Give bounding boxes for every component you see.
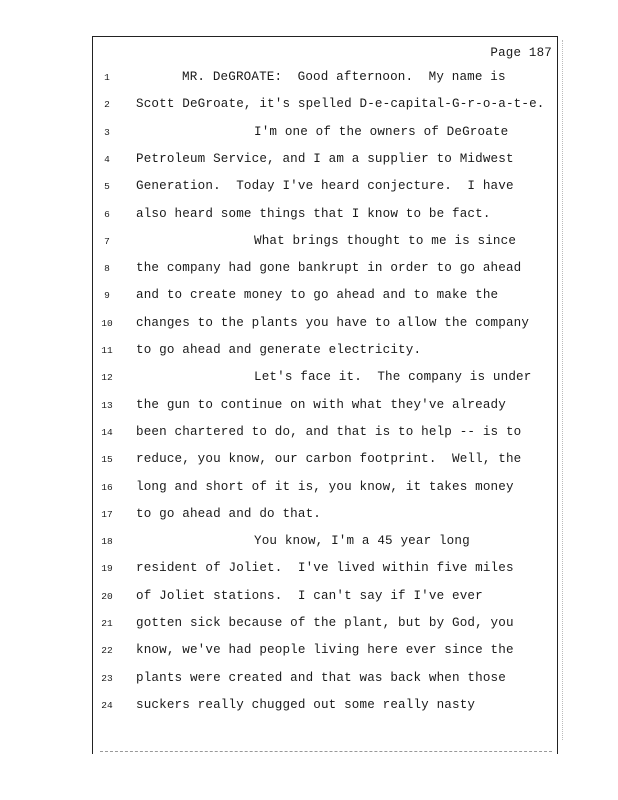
- line-number: 24: [101, 699, 113, 711]
- transcript-line: [0, 589, 618, 609]
- line-number: 16: [101, 481, 113, 493]
- line-text: Scott DeGroate, it's spelled D-e-capital-G-r-o-a-t-e.: [136, 97, 545, 112]
- line-number: 17: [101, 508, 113, 520]
- line-number: 10: [101, 317, 113, 329]
- line-number: 6: [104, 208, 110, 220]
- transcript-line: [0, 507, 618, 527]
- line-text: of Joliet stations. I can't say if I've ever: [136, 588, 483, 603]
- transcript-line: [0, 616, 618, 636]
- footer-rule: [100, 751, 552, 752]
- line-text: MR. DeGROATE: Good afternoon. My name is: [182, 70, 506, 84]
- line-text: know, we've had people living here ever since the: [136, 643, 514, 658]
- line-text: also heard some things that I know to be fact.: [136, 206, 491, 221]
- line-text: reduce, you know, our carbon footprint. Well, the: [136, 452, 522, 467]
- transcript-line: [0, 561, 618, 581]
- line-text: Petroleum Service, and I am a supplier to Midwest: [136, 151, 514, 166]
- line-text: to go ahead and do that.: [136, 506, 321, 521]
- line-number: 5: [104, 181, 110, 193]
- line-text: resident of Joliet. I've lived within five miles: [136, 561, 514, 576]
- line-text: You know, I'm a 45 year long: [254, 534, 470, 549]
- line-number: 13: [101, 399, 113, 411]
- line-number: 2: [104, 99, 110, 111]
- line-number: 18: [101, 536, 113, 548]
- transcript-line: [0, 261, 618, 281]
- line-number: 14: [101, 426, 113, 438]
- line-number: 11: [101, 345, 113, 356]
- line-number: 19: [101, 563, 113, 575]
- line-text: the company had gone bankrupt in order to go ahead: [136, 261, 522, 276]
- transcript-line: [0, 343, 618, 363]
- transcript-line: [0, 698, 618, 718]
- line-text: plants were created and that was back when those: [136, 670, 506, 685]
- transcript-line: [0, 70, 618, 90]
- transcript-line: [0, 425, 618, 445]
- transcript-line: [0, 370, 618, 390]
- transcript-line: [0, 452, 618, 472]
- transcript-line: [0, 480, 618, 500]
- line-text: Generation. Today I've heard conjecture. I have: [136, 179, 514, 194]
- transcript-line: [0, 398, 618, 418]
- transcript-line: [0, 97, 618, 117]
- line-text: Let's face it. The company is under: [254, 370, 532, 385]
- transcript-line: [0, 152, 618, 172]
- line-number: 1: [104, 72, 110, 83]
- line-text: the gun to continue on with what they've already: [136, 397, 506, 412]
- transcript-line: [0, 316, 618, 336]
- line-text: suckers really chugged out some really nasty: [136, 697, 476, 712]
- page-number: Page 187: [490, 46, 552, 60]
- line-number: 22: [101, 645, 113, 657]
- transcript-line: [0, 671, 618, 691]
- line-number: 21: [101, 618, 113, 629]
- line-number: 8: [104, 263, 110, 275]
- line-text: I'm one of the owners of DeGroate: [254, 124, 509, 139]
- transcript-line: [0, 234, 618, 254]
- line-text: and to create money to go ahead and to make the: [136, 288, 499, 303]
- line-text: been chartered to do, and that is to help -- is to: [136, 424, 522, 439]
- line-text: gotten sick because of the plant, but by God, you: [136, 616, 514, 630]
- transcript-line: [0, 288, 618, 308]
- transcript-line: [0, 179, 618, 199]
- transcript-line: [0, 534, 618, 554]
- line-number: 12: [101, 372, 113, 384]
- line-number: 7: [104, 235, 110, 247]
- line-number: 3: [104, 126, 110, 138]
- line-number: 9: [104, 290, 110, 302]
- line-number: 23: [101, 672, 113, 684]
- transcript-line: [0, 207, 618, 227]
- transcript-line: [0, 125, 618, 145]
- line-text: to go ahead and generate electricity.: [136, 343, 422, 357]
- line-text: changes to the plants you have to allow the company: [136, 315, 530, 330]
- line-number: 15: [101, 454, 113, 466]
- line-number: 4: [104, 153, 110, 165]
- transcript-line: [0, 643, 618, 663]
- line-number: 20: [101, 590, 113, 602]
- line-text: What brings thought to me is since: [254, 233, 517, 248]
- line-text: long and short of it is, you know, it takes money: [136, 479, 514, 494]
